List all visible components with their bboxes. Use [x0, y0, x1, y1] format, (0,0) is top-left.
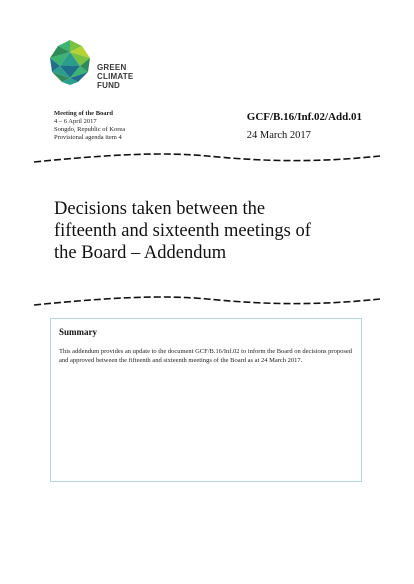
- bottom-wave-divider: [34, 293, 380, 309]
- logo-line-green: GREEN: [97, 63, 127, 72]
- logo-line-climate: CLIMATE: [97, 72, 134, 81]
- agenda-item: Provisional agenda item 4: [54, 134, 122, 141]
- document-number: GCF/B.16/Inf.02/Add.01: [246, 111, 362, 123]
- document-date: 24 March 2017: [246, 130, 311, 141]
- meeting-dates: 4 – 6 April 2017: [54, 118, 97, 125]
- summary-box: [50, 318, 362, 482]
- green-climate-fund-globe-icon: [48, 38, 92, 86]
- document-title: [54, 198, 364, 264]
- meeting-info: [54, 110, 125, 142]
- summary-heading: Summary: [59, 327, 97, 337]
- document-reference: [247, 110, 362, 143]
- logo-line-fund: FUND: [97, 81, 121, 90]
- logo-wordmark: [97, 63, 133, 90]
- top-wave-divider: [34, 150, 380, 166]
- meeting-name: Meeting of the Board: [54, 110, 114, 117]
- gcf-logo: [48, 38, 168, 98]
- title-line-1: Decisions taken between the: [54, 199, 266, 219]
- title-line-3: the Board – Addendum: [54, 243, 227, 263]
- title-line-2: fifteenth and sixteenth meetings of: [54, 221, 311, 241]
- meeting-location: Songdo, Republic of Korea: [54, 126, 126, 133]
- summary-text: This addendum provides an update to the document GCF/B.16/Inf.02 to inform the Board on decisions proposed and approved between the fifteenth and sixteenth meetings of the Board as at 24 March 2017.: [59, 348, 352, 364]
